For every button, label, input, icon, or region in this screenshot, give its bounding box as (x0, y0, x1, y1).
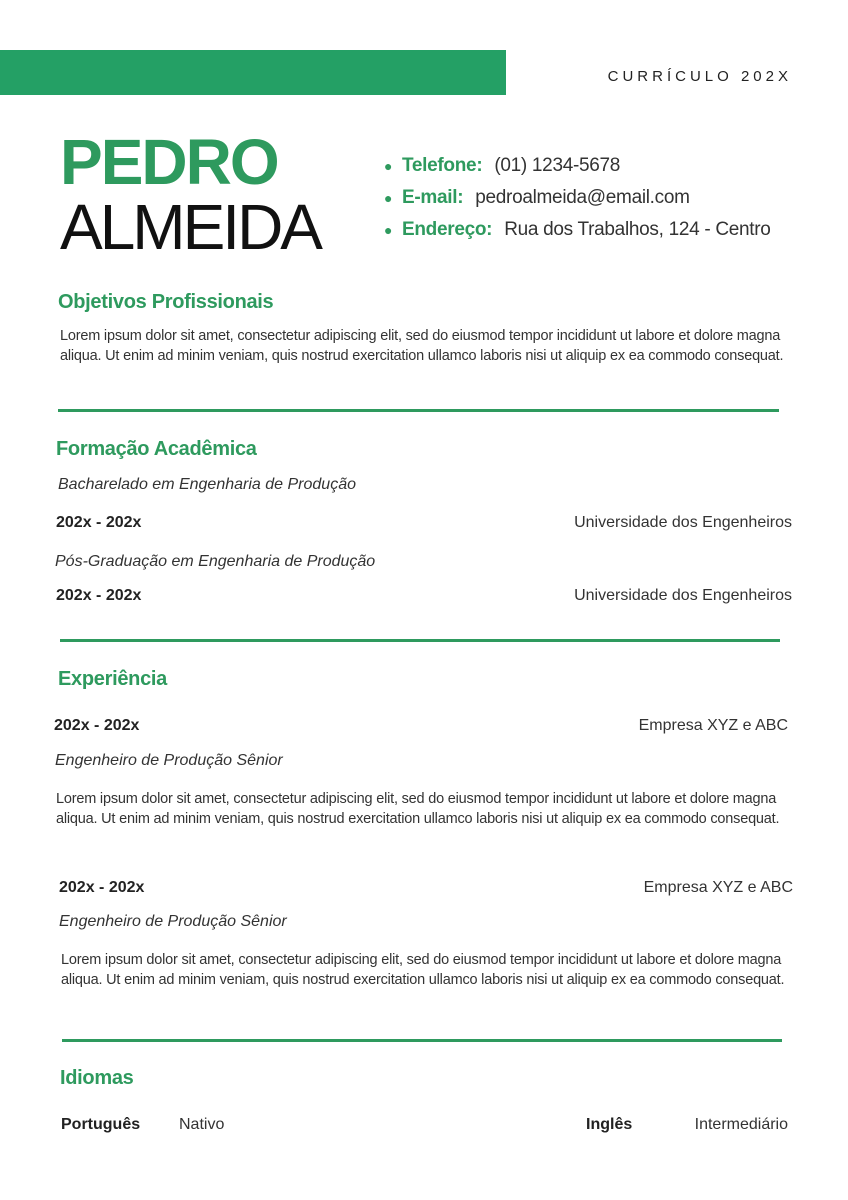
address-value: Rua dos Trabalhos, 124 - Centro (504, 219, 771, 240)
experience-title: Experiência (58, 668, 167, 690)
phone-value: (01) 1234-5678 (494, 155, 621, 176)
document-label: CURRÍCULO 202X (607, 68, 792, 85)
last-name: ALMEIDA (60, 191, 320, 263)
email-label: E-mail: (402, 187, 464, 208)
language-level: Nativo (179, 1116, 225, 1133)
languages-title: Idiomas (60, 1067, 134, 1089)
education-institution: Universidade dos Engenheiros (574, 514, 792, 531)
objectives-title: Objetivos Profissionais (58, 291, 274, 313)
experience-role: Engenheiro de Produção Sênior (59, 913, 287, 930)
contact-phone (384, 150, 771, 182)
language-name: Português (61, 1116, 141, 1133)
education-institution: Universidade dos Engenheiros (574, 587, 792, 604)
education-degree: Bacharelado em Engenharia de Produção (58, 476, 356, 493)
education-dates: 202x - 202x (56, 514, 142, 531)
email-value: pedroalmeida@email.com (475, 187, 690, 208)
experience-company: Empresa XYZ e ABC (638, 717, 788, 734)
contact-list (384, 150, 771, 246)
bullet-icon: ● (384, 190, 393, 206)
bullet-icon: ● (384, 222, 393, 238)
experience-dates: 202x - 202x (59, 879, 145, 896)
header-accent-bar (0, 50, 506, 95)
experience-dates: 202x - 202x (54, 717, 140, 734)
objectives-text: Lorem ipsum dolor sit amet, consectetur adipiscing elit, sed do eiusmod tempor incididunt ut labore et dolore magna aliqua. Ut enim ad minim veniam, quis nostrud exercitation ullamco laboris nisi ut aliquip ex ea commodo consequat. (60, 328, 784, 364)
section-divider (58, 409, 779, 412)
phone-label: Telefone: (402, 155, 483, 176)
section-divider (60, 639, 780, 642)
experience-company: Empresa XYZ e ABC (643, 879, 793, 896)
education-dates: 202x - 202x (56, 587, 142, 604)
education-title: Formação Acadêmica (56, 438, 257, 460)
language-level: Intermediário (694, 1116, 788, 1133)
contact-address (384, 214, 771, 246)
experience-role: Engenheiro de Produção Sênior (55, 752, 283, 769)
education-degree: Pós-Graduação em Engenharia de Produção (55, 553, 376, 570)
language-name: Inglês (586, 1116, 633, 1133)
address-label: Endereço: (402, 219, 493, 240)
section-divider (62, 1039, 782, 1042)
bullet-icon: ● (384, 158, 393, 174)
experience-description: Lorem ipsum dolor sit amet, consectetur adipiscing elit, sed do eiusmod tempor incididunt ut labore et dolore magna aliqua. Ut enim ad minim veniam, quis nostrud exercitation ullamco laboris nisi ut aliquip ex ea commodo consequat. (61, 952, 785, 988)
contact-email (384, 182, 771, 214)
experience-description: Lorem ipsum dolor sit amet, consectetur adipiscing elit, sed do eiusmod tempor incididunt ut labore et dolore magna aliqua. Ut enim ad minim veniam, quis nostrud exercitation ullamco laboris nisi ut aliquip ex ea commodo consequat. (56, 791, 780, 827)
first-name: PEDRO (60, 126, 278, 198)
